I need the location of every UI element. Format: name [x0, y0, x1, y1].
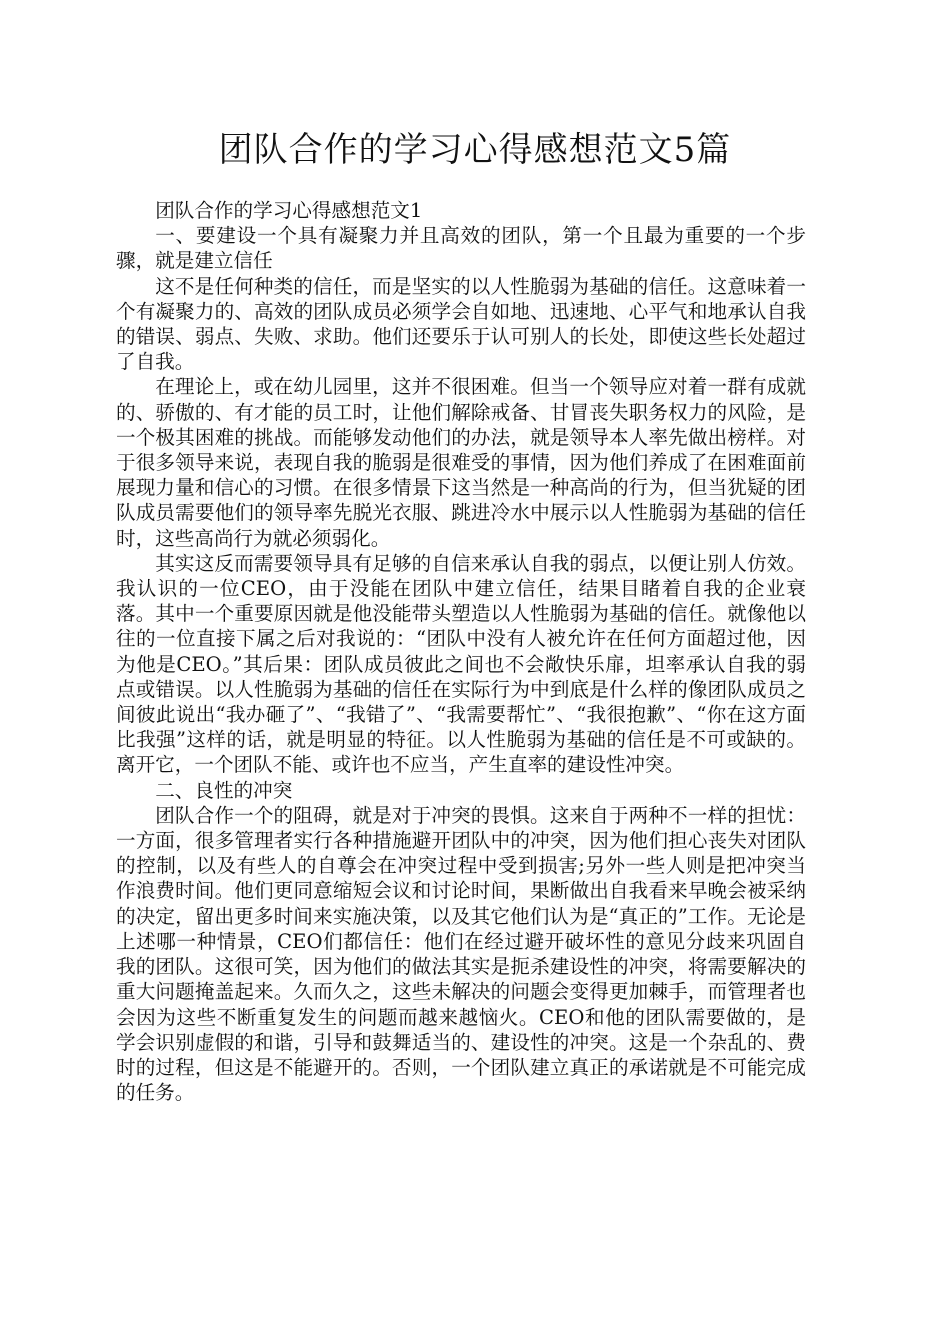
paragraph-section-two-heading: 二、良性的冲突: [155, 778, 293, 802]
paragraph-section-one-heading: 一、要建设一个具有凝聚力并且高效的团队，第一个且最为重要的一个步骤，就是建立信任: [116, 224, 806, 273]
paragraph-trust-definition: 这不是任何种类的信任，而是坚实的以人性脆弱为基础的信任。这意味着一个有凝聚力的、高效的团队成员必须学会自如地、迅速地、心平气和地承认自我的错误、弱点、失败、求助。他们还要乐于认可别人的长处，即使这些长处超过了自我。: [116, 274, 806, 374]
paragraph-leader-confidence: 其实这反而需要领导具有足够的自信来承认自我的弱点，以便让别人仿效。我认识的一位CEO，由于没能在团队中建立信任，结果目睹着自我的企业衰落。其中一个重要原因就是他没能带头塑造以人性脆弱为基础的信任。就像他以往的一位直接下属之后对我说的：“团队中没有人被允许在任何方面超过他，因为他是CEO。”其后果：团队成员彼此之间也不会敞快乐扉，坦率承认自我的弱点或错误。以人性脆弱为基础的信任在实际行为中到底是什么样的像团队成员之间彼此说出“我办砸了”、“我错了”、“我需要帮忙”、“我很抱歉”、“你在这方面比我强”这样的话，就是明显的特征。以人性脆弱为基础的信任是不可或缺的。离开它，一个团队不能、或许也不应当，产生直率的建设性冲突。: [116, 551, 806, 777]
paragraph-subtitle: 团队合作的学习心得感想范文1: [155, 199, 423, 222]
document-title: 团队合作的学习心得感想范文5篇: [218, 130, 732, 170]
paragraph-theory-practice: 在理论上，或在幼儿园里，这并不很困难。但当一个领导应对着一群有成就的、骄傲的、有才能的员工时，让他们解除戒备、甘冒丧失职务权力的风险，是一个极其困难的挑战。而能够发动他们的办法，就是领导本人率先做出榜样。对于很多领导来说，表现自我的脆弱是很难受的事情，因为他们养成了在困难面前展现力量和信心的习惯。在很多情景下这当然是一种高尚的行为，但当犹疑的团队成员需要他们的领导率先脱光衣服、跳进冷水中展示以人性脆弱为基础的信任时，这些高尚行为就必须弱化。: [116, 375, 806, 550]
document-body: [116, 198, 806, 1105]
paragraph-conflict: 团队合作一个的阻碍，就是对于冲突的畏惧。这来自于两种不一样的担忧：一方面，很多管理者实行各种措施避开团队中的冲突，因为他们担心丧失对团队的控制，以及有些人的自尊会在冲突过程中受到损害;另外一些人则是把冲突当作浪费时间。他们更同意缩短会议和讨论时间，果断做出自我看来早晚会被采纳的决定，留出更多时间来实施决策，以及其它他们认为是“真正的”工作。无论是上述哪一种情景，CEO们都信任：他们在经过避开破坏性的意见分歧来巩固自我的团队。这很可笑，因为他们的做法其实是扼杀建设性的冲突，将需要解决的重大问题掩盖起来。久而久之，这些未解决的问题会变得更加棘手，而管理者也会因为这些不断重复发生的问题而越来越恼火。CEO和他的团队需要做的，是学会识别虚假的和谐，引导和鼓舞适当的、建设性的冲突。这是一个杂乱的、费时的过程，但这是不能避开的。否则，一个团队建立真正的承诺就是不可能完成的任务。: [116, 803, 806, 1105]
